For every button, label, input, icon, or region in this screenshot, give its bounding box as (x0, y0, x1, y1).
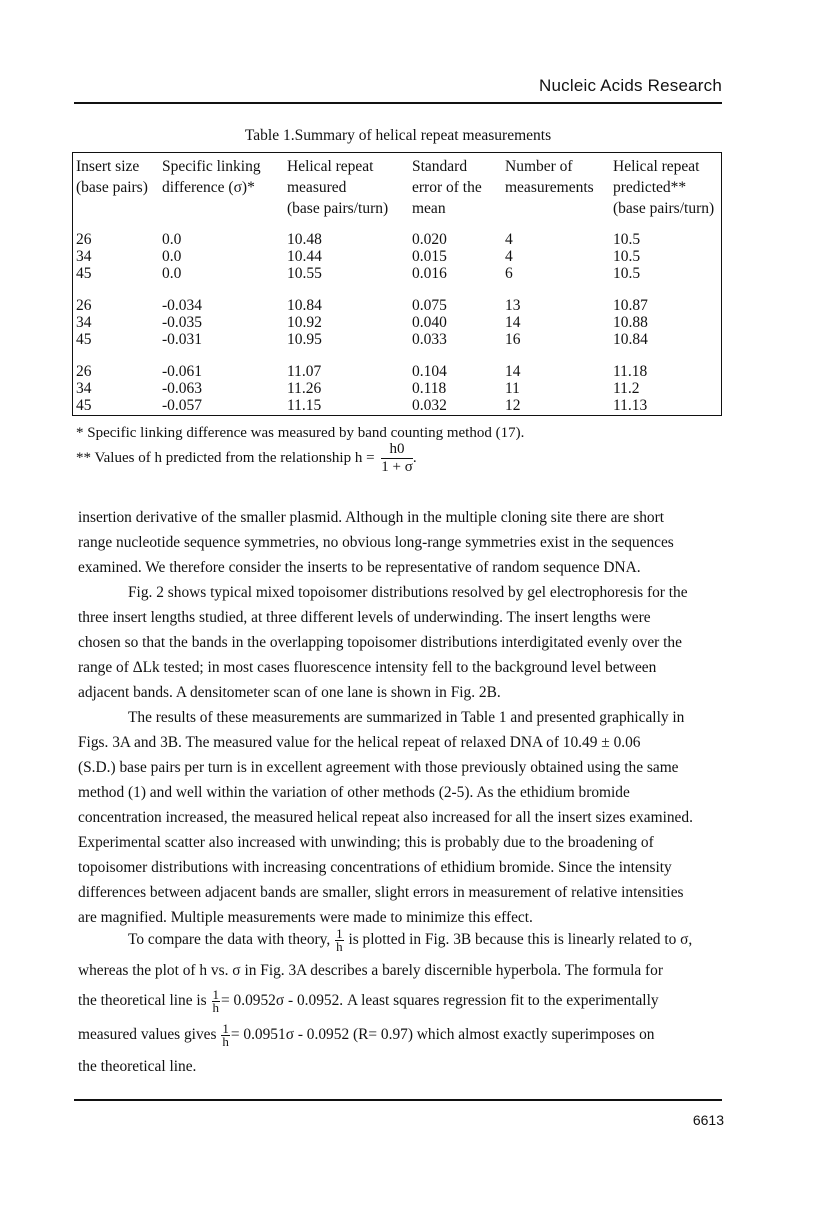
text-line: adjacent bands. A densitometer scan of one lane is shown in Fig. 2B. (78, 684, 501, 701)
cell: 10.5 (613, 248, 641, 265)
table-row (73, 248, 721, 265)
cell: 45 (76, 397, 92, 414)
cell: 6 (505, 265, 513, 282)
cell: 34 (76, 248, 92, 265)
cell: -0.057 (162, 397, 203, 414)
table-footnote-1: * Specific linking difference was measured by band counting method (17). (76, 425, 525, 441)
cell: 0.0 (162, 231, 182, 248)
cell: 14 (505, 314, 521, 331)
fraction-numerator: 1 (336, 926, 343, 941)
cell: 4 (505, 248, 513, 265)
fraction (381, 441, 413, 476)
text-line (78, 989, 659, 1014)
cell: 45 (76, 265, 92, 282)
header-helical-measured: Helical repeat measured (base pairs/turn) (287, 158, 389, 217)
header-linking-difference: Specific linking difference (σ)* (162, 158, 261, 196)
cell: 0.033 (412, 331, 447, 348)
helical-repeat-table (72, 152, 722, 416)
cell: 26 (76, 297, 92, 314)
fraction-numerator: 1 (212, 987, 219, 1002)
cell: 34 (76, 380, 92, 397)
cell: 11.15 (287, 397, 322, 414)
table-row (73, 363, 721, 380)
text-line: method (1) and well within the variation of other methods (2-5). As the ethidium bromide (78, 784, 630, 801)
header-standard-error: Standard error of the mean (412, 158, 482, 217)
text-line: (S.D.) base pairs per turn is in excellent agreement with those previously obtained using the same (78, 759, 679, 776)
cell: 0.020 (412, 231, 447, 248)
cell: 45 (76, 331, 92, 348)
cell: 26 (76, 231, 92, 248)
fraction-numerator: 1 (222, 1021, 229, 1036)
fraction-denominator: h (222, 1034, 229, 1049)
table-caption: Table 1.Summary of helical repeat measurements (244, 127, 552, 144)
cell: 10.87 (613, 297, 648, 314)
fraction-denominator: h (336, 939, 343, 954)
table-row (73, 380, 721, 397)
text-line: range of ΔLk tested; in most cases fluorescence intensity fell to the background level between (78, 659, 657, 676)
text-line (78, 1023, 654, 1048)
cell: -0.031 (162, 331, 203, 348)
cell: 10.84 (613, 331, 648, 348)
text-line: range nucleotide sequence symmetries, no obvious long-range symmetries exist in the sequences (78, 534, 674, 551)
text-line: are magnified. Multiple measurements were made to minimize this effect. (78, 909, 533, 926)
cell: 0.040 (412, 314, 447, 331)
fraction-numerator: h0 (381, 441, 413, 459)
text-line: whereas the plot of h vs. σ in Fig. 3A describes a barely discernible hyperbola. The formula for (78, 962, 664, 979)
text-line: chosen so that the bands in the overlapping topoisomer distributions interdigitated evenly over the (78, 634, 682, 651)
cell: 11 (505, 380, 520, 397)
text-line: insertion derivative of the smaller plasmid. Although in the multiple cloning site there are short (78, 509, 664, 526)
table-row (73, 331, 721, 348)
cell: 12 (505, 397, 521, 414)
text-line: differences between adjacent bands are smaller, slight errors in measurement of relative intensities (78, 884, 684, 901)
text-line: Figs. 3A and 3B. The measured value for the helical repeat of relaxed DNA of 10.49 ± 0.06 (78, 734, 641, 751)
fraction-denominator: 1 + σ (381, 459, 413, 475)
cell: 14 (505, 363, 521, 380)
fraction-denominator: h (212, 1000, 219, 1015)
cell: 0.104 (412, 363, 447, 380)
footnote-text: ** Values of h predicted from the relationship h = (76, 449, 375, 466)
cell: 0.118 (412, 380, 447, 397)
cell: -0.063 (162, 380, 203, 397)
cell: 11.26 (287, 380, 322, 397)
cell: 0.015 (412, 248, 447, 265)
footer-rule (74, 1099, 722, 1101)
cell: -0.035 (162, 314, 203, 331)
text-run: measured values gives (78, 1026, 217, 1044)
text-line: the theoretical line. (78, 1058, 197, 1075)
table-row (73, 314, 721, 331)
text-line (128, 928, 692, 953)
cell: 11.18 (613, 363, 648, 380)
text-line: concentration increased, the measured helical repeat also increased for all the insert sizes examined. (78, 809, 693, 826)
cell: 10.88 (613, 314, 648, 331)
header-helical-predicted: Helical repeat predicted** (base pairs/turn) (613, 158, 715, 217)
text-line: examined. We therefore consider the inserts to be representative of random sequence DNA. (78, 559, 641, 576)
text-run: To compare the data with theory, (128, 931, 331, 949)
cell: 10.92 (287, 314, 322, 331)
cell: -0.061 (162, 363, 203, 380)
table-row (73, 231, 721, 248)
text-line: Fig. 2 shows typical mixed topoisomer distributions resolved by gel electrophoresis for the (128, 584, 688, 601)
cell: 34 (76, 314, 92, 331)
header-insert-size: Insert size (base pairs) (76, 158, 148, 196)
cell: 0.0 (162, 248, 182, 265)
text-run: the theoretical line is (78, 992, 207, 1010)
header-rule (74, 102, 722, 104)
cell: 11.07 (287, 363, 322, 380)
cell: 16 (505, 331, 521, 348)
cell: 10.5 (613, 231, 641, 248)
cell: 10.44 (287, 248, 322, 265)
text-line: topoisomer distributions with increasing concentrations of ethidium bromide. Since the intensity (78, 859, 672, 876)
cell: 10.5 (613, 265, 641, 282)
text-run: = 0.0951σ - 0.0952 (R= 0.97) which almost exactly superimposes on (230, 1026, 655, 1044)
cell: 11.2 (613, 380, 640, 397)
text-run: = 0.0952σ - 0.0952. A least squares regression fit to the experimentally (221, 992, 659, 1010)
cell: -0.034 (162, 297, 203, 314)
text-line: The results of these measurements are summarized in Table 1 and presented graphically in (128, 709, 685, 726)
cell: 0.032 (412, 397, 447, 414)
table-row (73, 297, 721, 314)
text-run: is plotted in Fig. 3B because this is linearly related to σ, (348, 931, 693, 949)
cell: 10.55 (287, 265, 322, 282)
table-row (73, 265, 721, 282)
text-line: three insert lengths studied, at three different levels of underwinding. The insert lengths were (78, 609, 651, 626)
text-line: Experimental scatter also increased with unwinding; this is probably due to the broadening of (78, 834, 654, 851)
cell: 0.016 (412, 265, 447, 282)
journal-title: Nucleic Acids Research (539, 76, 722, 95)
fraction-one-over-h (212, 989, 221, 1014)
cell: 10.48 (287, 231, 322, 248)
page-number: 6613 (692, 1112, 724, 1128)
table-row (73, 397, 721, 414)
cell: 13 (505, 297, 521, 314)
cell: 10.84 (287, 297, 322, 314)
cell: 26 (76, 363, 92, 380)
cell: 4 (505, 231, 513, 248)
cell: 10.95 (287, 331, 322, 348)
table-footnote-2: ** Values of h predicted from the relationship h = $\frac{h0}{1 + \sigma}$ . (76, 441, 417, 475)
cell: 0.075 (412, 297, 447, 314)
fraction-one-over-h (221, 1023, 230, 1048)
fraction-one-over-h (335, 928, 344, 953)
header-number-measurements: Number of measurements (505, 158, 594, 196)
cell: 0.0 (162, 265, 182, 282)
cell: 11.13 (613, 397, 648, 414)
